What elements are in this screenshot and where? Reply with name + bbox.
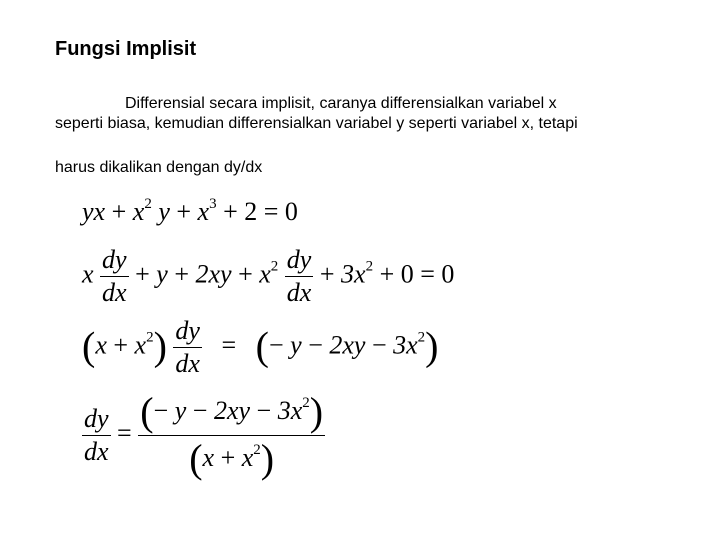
equation-3: $(x + x^2)$ $\frac{dy}{dx}$ = (− $y - 2xy - 3x^2$) — [82, 316, 439, 378]
explanation-paragraph — [55, 94, 695, 134]
fraction-result: $\frac{(- y - 2xy - 3x^2)}{(x + x^2)}$ — [140, 389, 324, 481]
fraction-dy-dx: $\frac{dy}{dx}$ — [84, 404, 109, 466]
equation-1: yx + $x^2$ $y + x^3 + 2 = 0$ — [82, 196, 298, 226]
paragraph-line-3: harus dikalikan dengan dy/dx — [55, 159, 263, 176]
equation-4: $\frac{dy}{dx}$ = $\frac{(- y - 2xy - 3x^2)}{(x + x^2)}$ — [84, 389, 324, 481]
paragraph-line-1: Differensial secara implisit, caranya differensialkan variabel x — [125, 95, 557, 112]
equation-2: x $\frac{dy}{dx}$ + $y + 2xy + x^2$ $\frac{dy}{dx}$ + $3x^2 + 0 = 0$ — [82, 245, 455, 307]
paragraph-line-2: seperti biasa, kemudian differensialkan variabel y seperti variabel x, tetapi — [55, 115, 578, 132]
fraction-dy-dx: $\frac{dy}{dx}$ — [102, 245, 127, 307]
slide-title: Fungsi Implisit — [55, 38, 197, 60]
fraction-dy-dx: $\frac{dy}{dx}$ — [175, 316, 200, 378]
fraction-dy-dx: $\frac{dy}{dx}$ — [286, 245, 312, 307]
